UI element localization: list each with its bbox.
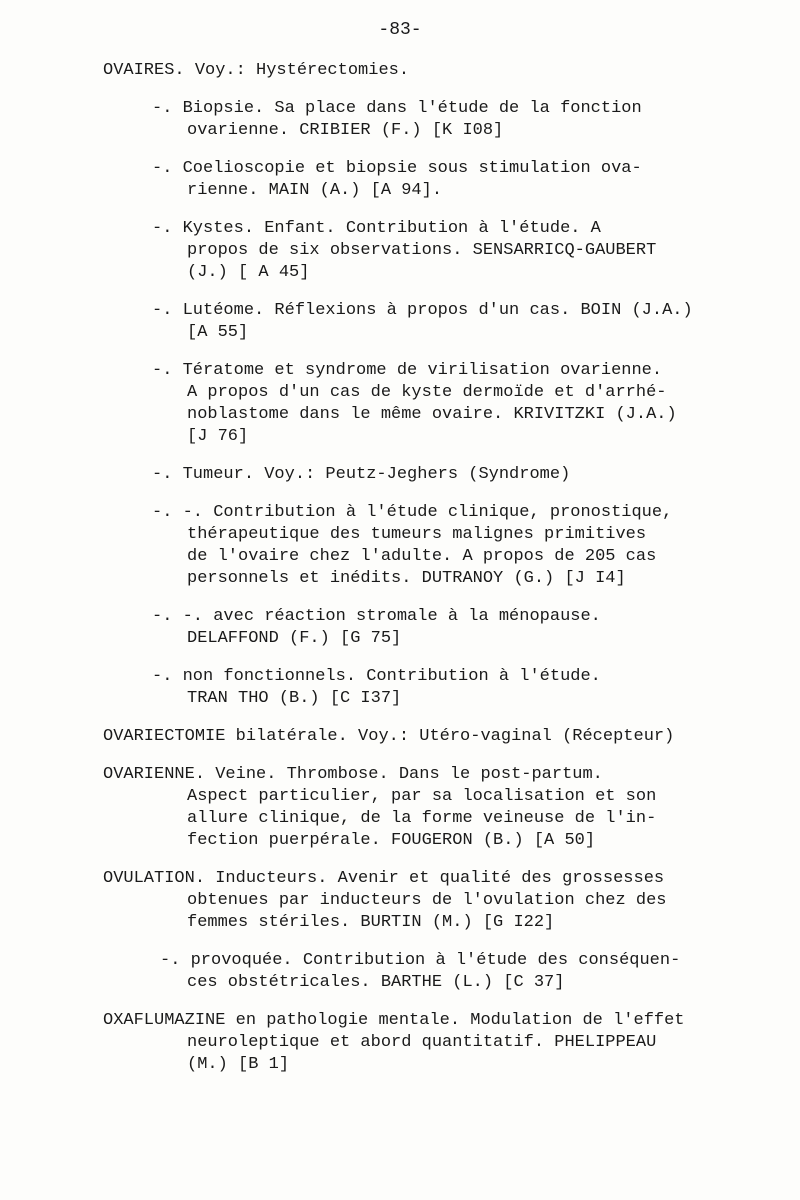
entry-line: -. -. Contribution à l'étude clinique, pronostique, — [152, 503, 673, 522]
entry-line: ces obstétricales. BARTHE (L.) [C 37] — [187, 973, 565, 992]
entry-line: neuroleptique et abord quantitatif. PHELIPPEAU — [187, 1033, 657, 1052]
index-entry-biopsie — [0, 98, 800, 142]
entry-line: fection puerpérale. FOUGERON (B.) [A 50] — [187, 831, 596, 850]
entry-line: -. Coelioscopie et biopsie sous stimulation ova- — [152, 159, 642, 178]
entry-line: -. -. avec réaction stromale à la ménopause. — [152, 607, 601, 626]
index-entry-luteome — [0, 300, 800, 344]
index-entry-tumeur — [0, 464, 800, 486]
entry-line: OXAFLUMAZINE en pathologie mentale. Modulation de l'effet — [103, 1011, 685, 1030]
entry-line: OVARIECTOMIE bilatérale. Voy.: Utéro-vaginal (Récepteur) — [103, 727, 675, 746]
index-entry-non-fonctionnels — [0, 666, 800, 710]
entry-line: noblastome dans le même ovaire. KRIVITZKI (J.A.) — [187, 405, 677, 424]
entry-line: personnels et inédits. DUTRANOY (G.) [J I4] — [187, 569, 626, 588]
entry-line: -. Lutéome. Réflexions à propos d'un cas. BOIN (J.A.) — [152, 301, 693, 320]
entry-line: -. non fonctionnels. Contribution à l'étude. — [152, 667, 601, 686]
index-entry-tumeur-contribution — [0, 502, 800, 590]
entry-line: de l'ovaire chez l'adulte. A propos de 205 cas — [187, 547, 657, 566]
index-entry-oxaflumazine — [0, 1010, 800, 1076]
entry-line: [J 76] — [187, 427, 249, 446]
index-entry-ovaires — [0, 60, 800, 82]
index-entry-ovariectomie — [0, 726, 800, 748]
entry-line: -. provoquée. Contribution à l'étude des conséquen- — [160, 951, 681, 970]
entry-line: propos de six observations. SENSARRICQ-GAUBERT — [187, 241, 657, 260]
index-entry-coelioscopie — [0, 158, 800, 202]
index-entry-teratome — [0, 360, 800, 448]
entry-line: TRAN THO (B.) [C I37] — [187, 689, 402, 708]
entry-line: rienne. MAIN (A.) [A 94]. — [187, 181, 443, 200]
entry-line: [A 55] — [187, 323, 249, 342]
index-entry-kystes — [0, 218, 800, 284]
index-entry-ovarienne — [0, 764, 800, 852]
entry-line: femmes stériles. BURTIN (M.) [G I22] — [187, 913, 555, 932]
entry-line: A propos d'un cas de kyste dermoïde et d'arrhé- — [187, 383, 667, 402]
entry-line: OVARIENNE. Veine. Thrombose. Dans le post-partum. — [103, 765, 603, 784]
entry-line: OVULATION. Inducteurs. Avenir et qualité des grossesses — [103, 869, 665, 888]
page-number: -83- — [378, 20, 422, 40]
entry-line: thérapeutique des tumeurs malignes primitives — [187, 525, 647, 544]
index-entry-ovulation — [0, 868, 800, 934]
index-entry-provoquee — [0, 950, 800, 994]
entry-line: -. Biopsie. Sa place dans l'étude de la fonction — [152, 99, 642, 118]
entry-line: (M.) [B 1] — [187, 1055, 290, 1074]
entry-line: -. Kystes. Enfant. Contribution à l'étude. A — [152, 219, 601, 238]
entry-line: obtenues par inducteurs de l'ovulation chez des — [187, 891, 667, 910]
entry-line: ovarienne. CRIBIER (F.) [K I08] — [187, 121, 504, 140]
entry-line: -. Tératome et syndrome de virilisation ovarienne. — [152, 361, 663, 380]
entry-line: Aspect particulier, par sa localisation et son — [187, 787, 657, 806]
entry-line: -. Tumeur. Voy.: Peutz-Jeghers (Syndrome) — [152, 465, 571, 484]
index-entry-tumeur-stromale — [0, 606, 800, 650]
entry-line: (J.) [ A 45] — [187, 263, 310, 282]
index-entries — [0, 60, 800, 1092]
entry-line: DELAFFOND (F.) [G 75] — [187, 629, 402, 648]
entry-line: OVAIRES. Voy.: Hystérectomies. — [103, 61, 410, 80]
entry-line: allure clinique, de la forme veineuse de l'in- — [187, 809, 657, 828]
